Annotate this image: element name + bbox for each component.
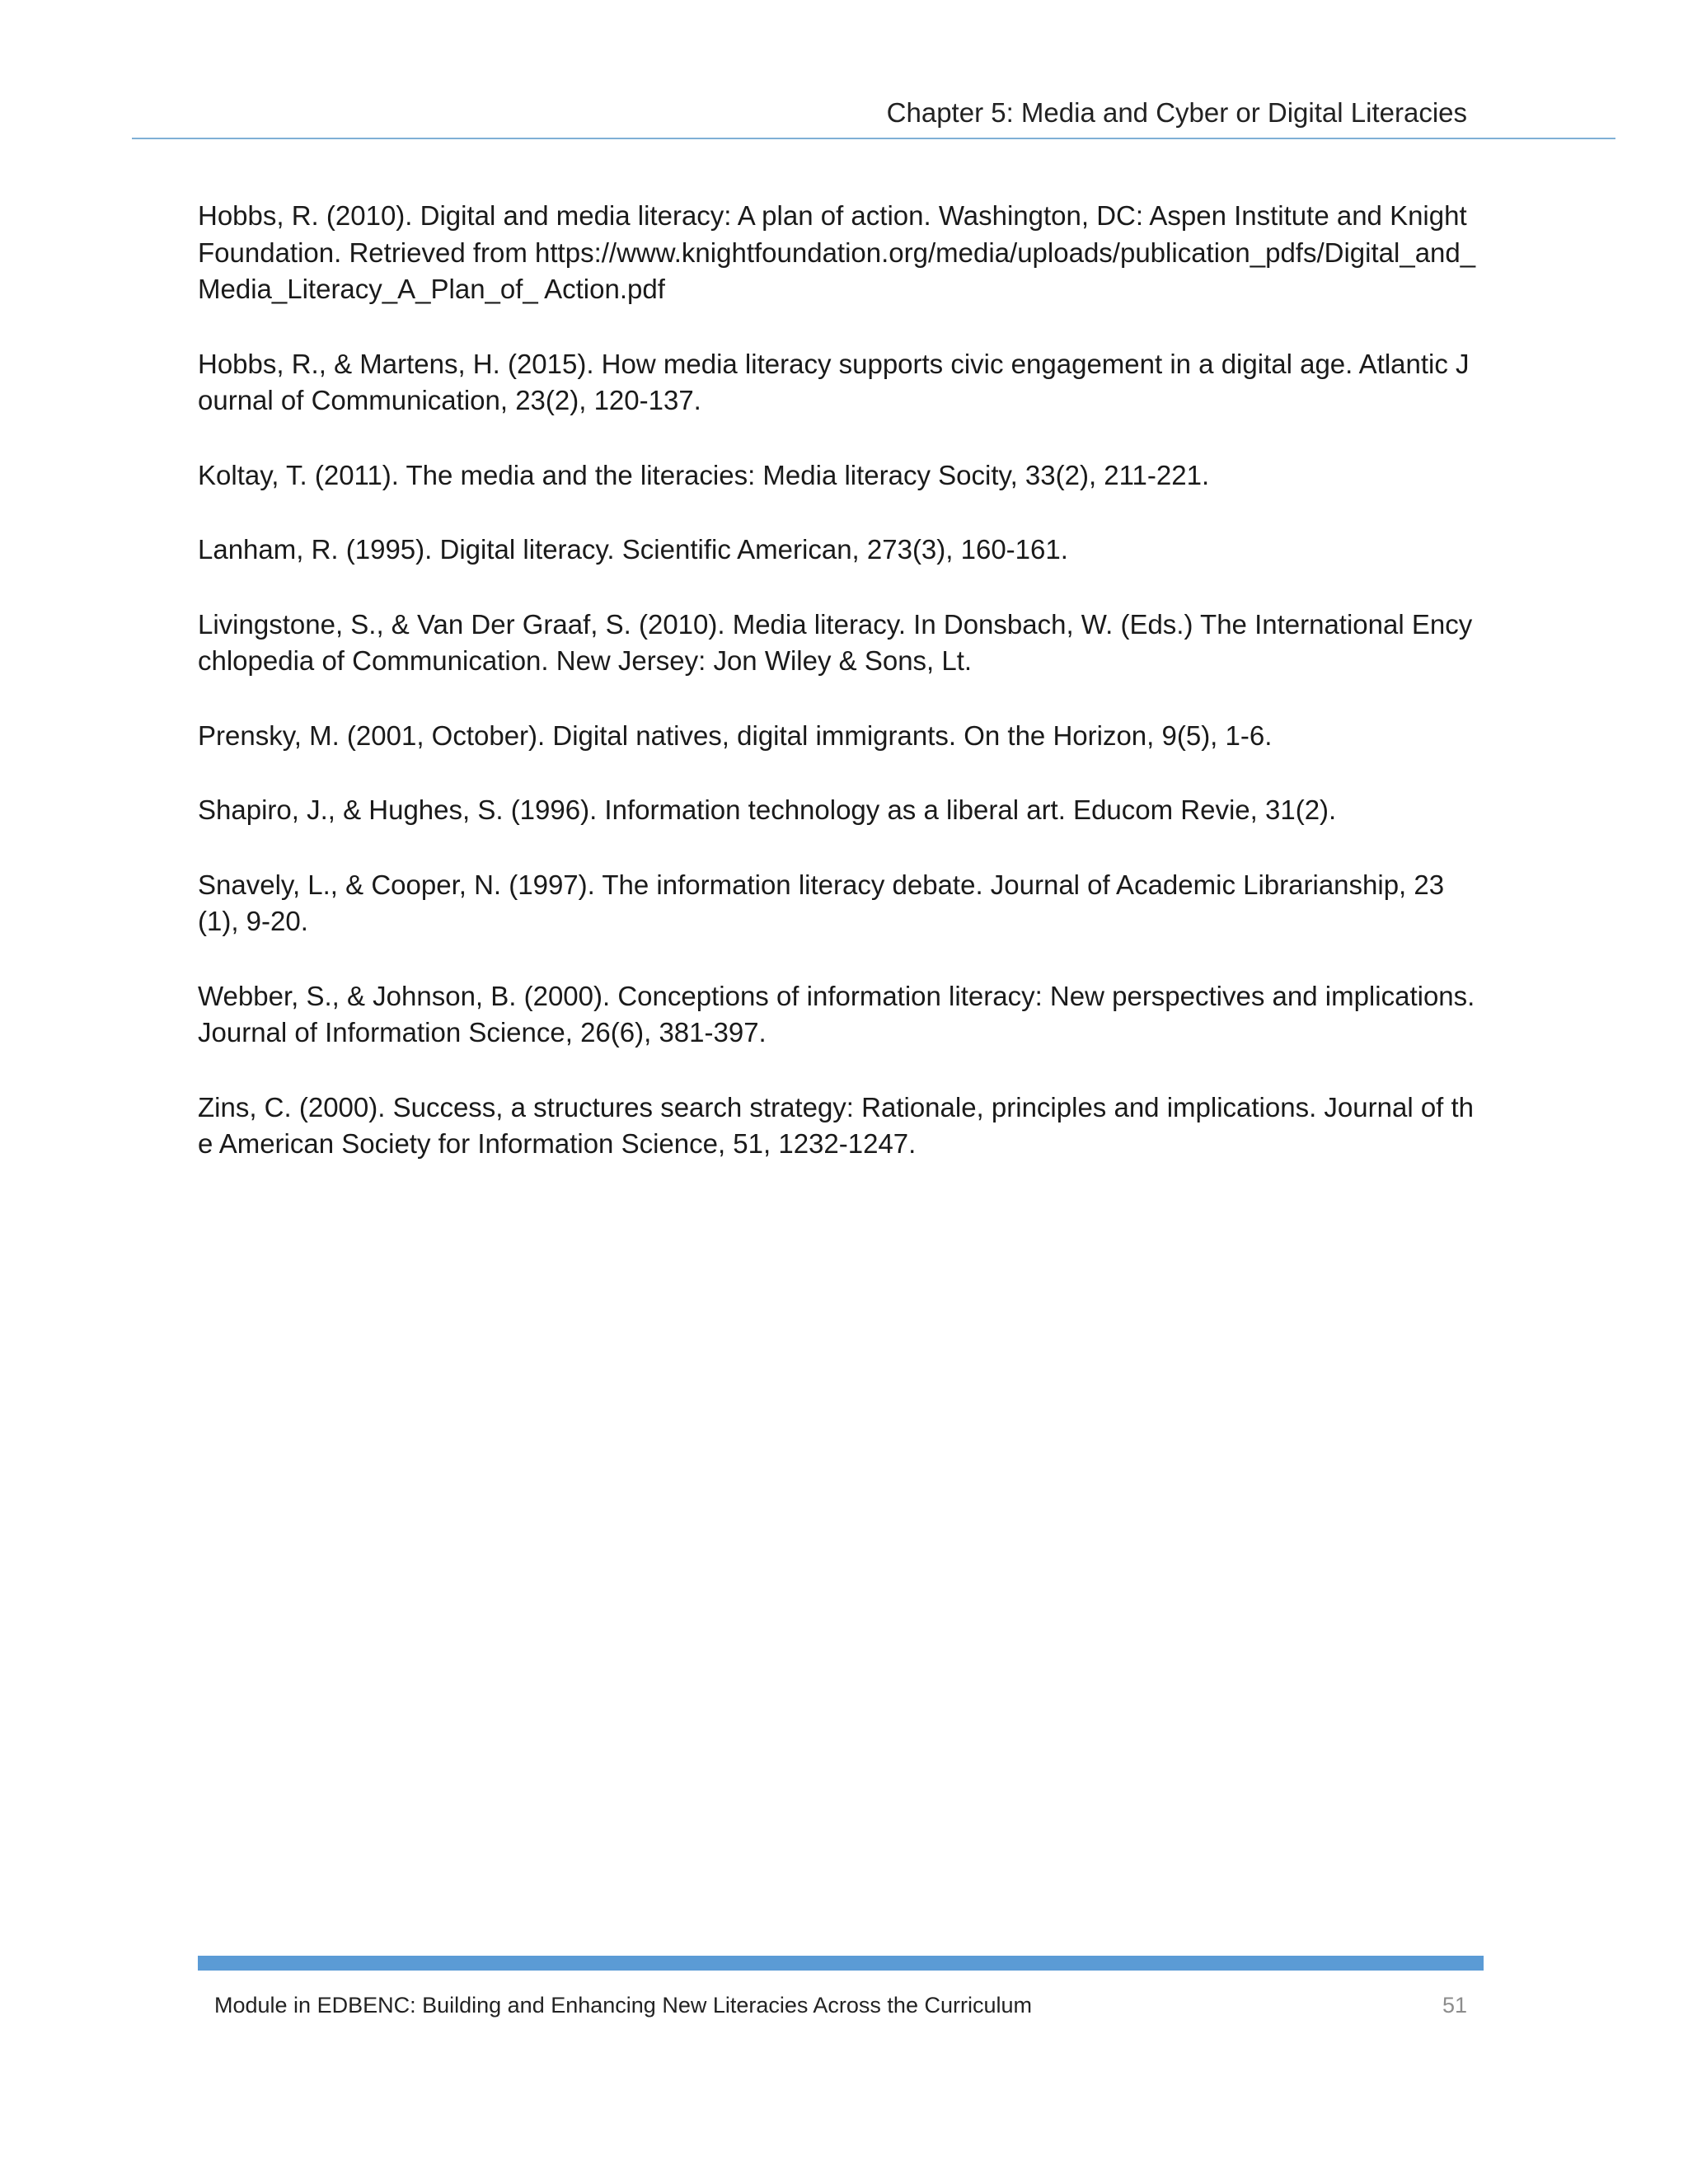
reference-item: Hobbs, R., & Martens, H. (2015). How media literacy supports civic engagement in a digital age. Atlantic Journal of Communication, 23(2), 120-137. <box>198 348 1470 415</box>
page-number: 51 <box>1442 1993 1467 2018</box>
reference-item: Livingstone, S., & Van Der Graaf, S. (2010). Media literacy. In Donsbach, W. (Eds.) The International Encychlopedia of Communication. New Jersey: Jon Wiley & Sons, Lt. <box>198 608 1473 676</box>
reference-list <box>198 198 1484 1201</box>
reference-item: Lanham, R. (1995). Digital literacy. Scientific American, 273(3), 160-161. <box>198 534 1068 565</box>
reference-item: Shapiro, J., & Hughes, S. (1996). Information technology as a liberal art. Educom Revie, 31(2). <box>198 794 1337 825</box>
footer-divider-bar <box>198 1956 1484 1971</box>
header-divider <box>132 138 1615 139</box>
reference-item: Snavely, L., & Cooper, N. (1997). The information literacy debate. Journal of Academic Librarianship, 23(1), 9-20. <box>198 869 1445 936</box>
reference-item: Koltay, T. (2011). The media and the literacies: Media literacy Socity, 33(2), 211-221. <box>198 459 1210 490</box>
chapter-header-title: Chapter 5: Media and Cyber or Digital Literacies <box>886 97 1467 128</box>
reference-item: Zins, C. (2000). Success, a structures search strategy: Rationale, principles and implications. Journal of the American Society for Information Science, 51, 1232-1247. <box>198 1091 1475 1159</box>
reference-item: Hobbs, R. (2010). Digital and media literacy: A plan of action. Washington, DC: Aspen Institute and Knight Foundation. Retrieved from https://www.knightfoundation.org/media/uploads/publication_pdfs/Digital_and_Media_Literacy_A_Plan_of_ Action.pdf <box>198 200 1476 304</box>
reference-item: Webber, S., & Johnson, B. (2000). Conceptions of information literacy: New perspectives and implications. Journal of Information Science, 26(6), 381-397. <box>198 980 1475 1047</box>
footer-module-title: Module in EDBENC: Building and Enhancing New Literacies Across the Curriculum <box>214 1993 1032 2018</box>
reference-item: Prensky, M. (2001, October). Digital natives, digital immigrants. On the Horizon, 9(5), 1-6. <box>198 719 1273 751</box>
